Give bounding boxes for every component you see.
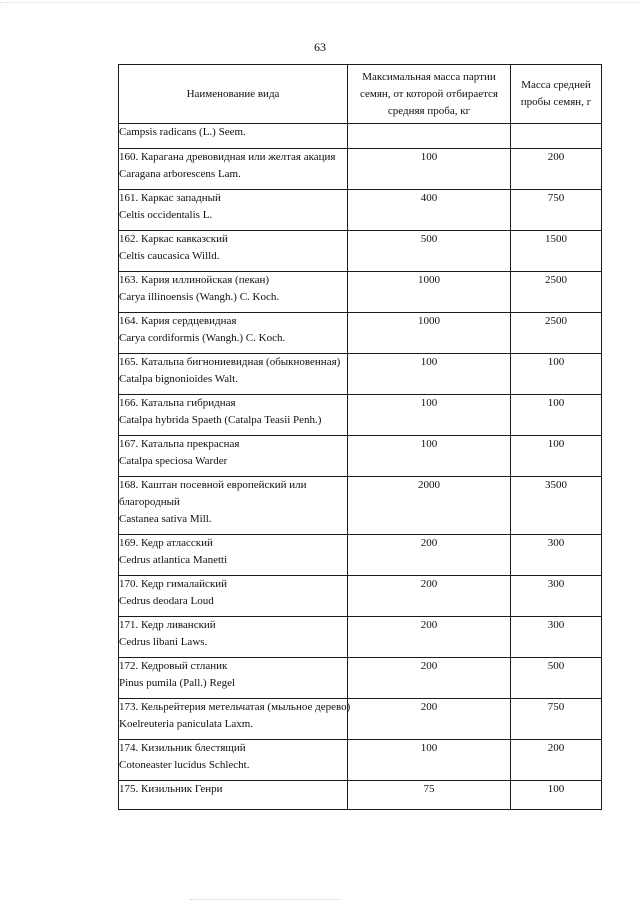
species-name-line: 174. Кизильник блестящий [119,742,246,754]
sample-mass-cell: 750 [511,699,602,740]
sample-mass-cell: 300 [511,617,602,658]
header-max-lot-mass-line: Максимальная масса партии [362,70,496,83]
species-latin-line: Catalpa hybrida Spaeth (Catalpa Teasii Penh.) [119,414,322,426]
table-row [119,699,602,740]
max-mass-cell: 100 [348,354,511,395]
max-mass-cell: 200 [348,617,511,658]
table-row [119,272,602,313]
species-latin-line: Cedrus deodara Loud [119,595,214,607]
species-name-line: 167. Катальпа прекрасная [119,438,240,450]
species-name-cell [119,272,348,313]
header-species-name [119,65,348,124]
species-latin-line: Carya illinoensis (Wangh.) C. Koch. [119,291,280,303]
species-name-line: 165. Катальпа бигнониевидная (обыкновенная) [119,356,341,368]
max-mass-cell: 1000 [348,272,511,313]
species-name-cell [119,477,348,535]
sample-mass-cell: 1500 [511,231,602,272]
max-mass-cell: 200 [348,658,511,699]
table-row [119,740,602,781]
species-name-line: 160. Карагана древовидная или желтая акация [119,151,336,163]
header-max-lot-mass-line: семян, от которой отбирается [360,87,498,100]
table-row [119,617,602,658]
table-row [119,231,602,272]
max-mass-cell: 200 [348,699,511,740]
sample-mass-cell: 2500 [511,313,602,354]
species-latin-line: Catalpa speciosa Warder [119,455,228,467]
sample-mass-cell: 750 [511,190,602,231]
species-name-cell [119,436,348,477]
species-latin-line: Catalpa bignonioides Walt. [119,373,238,385]
max-mass-cell: 400 [348,190,511,231]
sample-mass-cell: 500 [511,658,602,699]
species-latin-line: Carya cordiformis (Wangh.) C. Koch. [119,332,286,344]
table-header-row [119,65,602,124]
max-mass-cell: 1000 [348,313,511,354]
species-name-cell [119,149,348,190]
header-max-lot-mass [348,65,511,124]
table-row [119,436,602,477]
species-name-cell [119,395,348,436]
scan-edge-bottom [190,899,340,901]
page-number: 63 [314,40,326,54]
max-mass-cell [348,124,511,149]
max-mass-cell: 2000 [348,477,511,535]
species-name-line: Campsis radicans (L.) Seem. [119,126,246,138]
table-row [119,190,602,231]
species-name-line: 168. Каштан посевной европейский или [119,479,307,491]
table-row [119,535,602,576]
table-row [119,658,602,699]
sample-mass-cell [511,124,602,149]
species-name-line: 172. Кедровый стланик [119,660,228,672]
species-name-line: 171. Кедр ливанский [119,619,216,631]
max-mass-cell: 500 [348,231,511,272]
table-row [119,124,602,149]
max-mass-cell: 100 [348,436,511,477]
species-name-line: 170. Кедр гималайский [119,578,228,590]
scan-edge-top [0,2,640,4]
species-latin-line: Celtis occidentalis L. [119,209,213,221]
species-name-cell [119,740,348,781]
species-name-cell [119,190,348,231]
species-latin-line: Pinus pumila (Pall.) Regel [119,677,236,689]
table-row [119,477,602,535]
max-mass-cell: 200 [348,535,511,576]
table-row [119,395,602,436]
species-latin-line: Castanea sativa Mill. [119,513,212,525]
species-name-line: 173. Кельрейтерия метельчатая (мыльное дерево) [119,701,351,713]
species-name-cell [119,576,348,617]
seed-sample-table [118,64,602,810]
species-name-line: 166. Катальпа гибридная [119,397,236,409]
sample-mass-cell: 100 [511,354,602,395]
species-latin-line: Cedrus atlantica Manetti [119,554,228,566]
species-name-cell [119,617,348,658]
species-latin-line: Caragana arborescens Lam. [119,168,241,180]
species-name-line: 169. Кедр атласский [119,537,213,549]
header-max-lot-mass-line: средняя проба, кг [387,104,471,117]
sample-mass-cell: 300 [511,535,602,576]
table-row [119,354,602,395]
header-sample-mass [511,65,602,124]
species-name-line: 162. Каркас кавказский [119,233,228,245]
table-row [119,313,602,354]
species-latin-line: Cotoneaster lucidus Schlecht. [119,759,250,771]
species-name-cell [119,231,348,272]
species-name-line: 161. Каркас западный [119,192,221,204]
header-sample-mass-line: Масса средней [521,79,591,91]
sample-mass-cell: 100 [511,395,602,436]
max-mass-cell: 100 [348,149,511,190]
sample-mass-cell: 200 [511,149,602,190]
sample-mass-cell: 2500 [511,272,602,313]
table-row [119,781,602,810]
species-name-line: благородный [119,496,180,508]
sample-mass-cell: 300 [511,576,602,617]
header-sample-mass-line: пробы семян, г [520,96,592,108]
sample-mass-cell: 100 [511,781,602,810]
species-name-cell [119,535,348,576]
max-mass-cell: 200 [348,576,511,617]
table-row [119,149,602,190]
species-name-line: 175. Кизильник Генри [119,783,223,795]
species-name-cell [119,124,348,149]
species-name-cell [119,699,351,740]
sample-mass-cell: 200 [511,740,602,781]
max-mass-cell: 100 [348,395,511,436]
species-name-line: 164. Кария сердцевидная [119,315,237,327]
species-latin-line: Cedrus libani Laws. [119,636,208,648]
species-latin-line: Celtis caucasica Willd. [119,250,220,262]
species-name-cell [119,354,348,395]
max-mass-cell: 75 [348,781,511,810]
species-name-line: 163. Кария иллинойская (пекан) [119,274,270,286]
sample-mass-cell: 100 [511,436,602,477]
table-row [119,576,602,617]
max-mass-cell: 100 [348,740,511,781]
sample-mass-cell: 3500 [511,477,602,535]
header-species-name-line: Наименование вида [186,87,280,100]
species-name-cell [119,658,348,699]
species-name-cell [119,781,348,810]
species-latin-line: Koelreuteria paniculata Laxm. [119,718,254,730]
species-name-cell [119,313,348,354]
